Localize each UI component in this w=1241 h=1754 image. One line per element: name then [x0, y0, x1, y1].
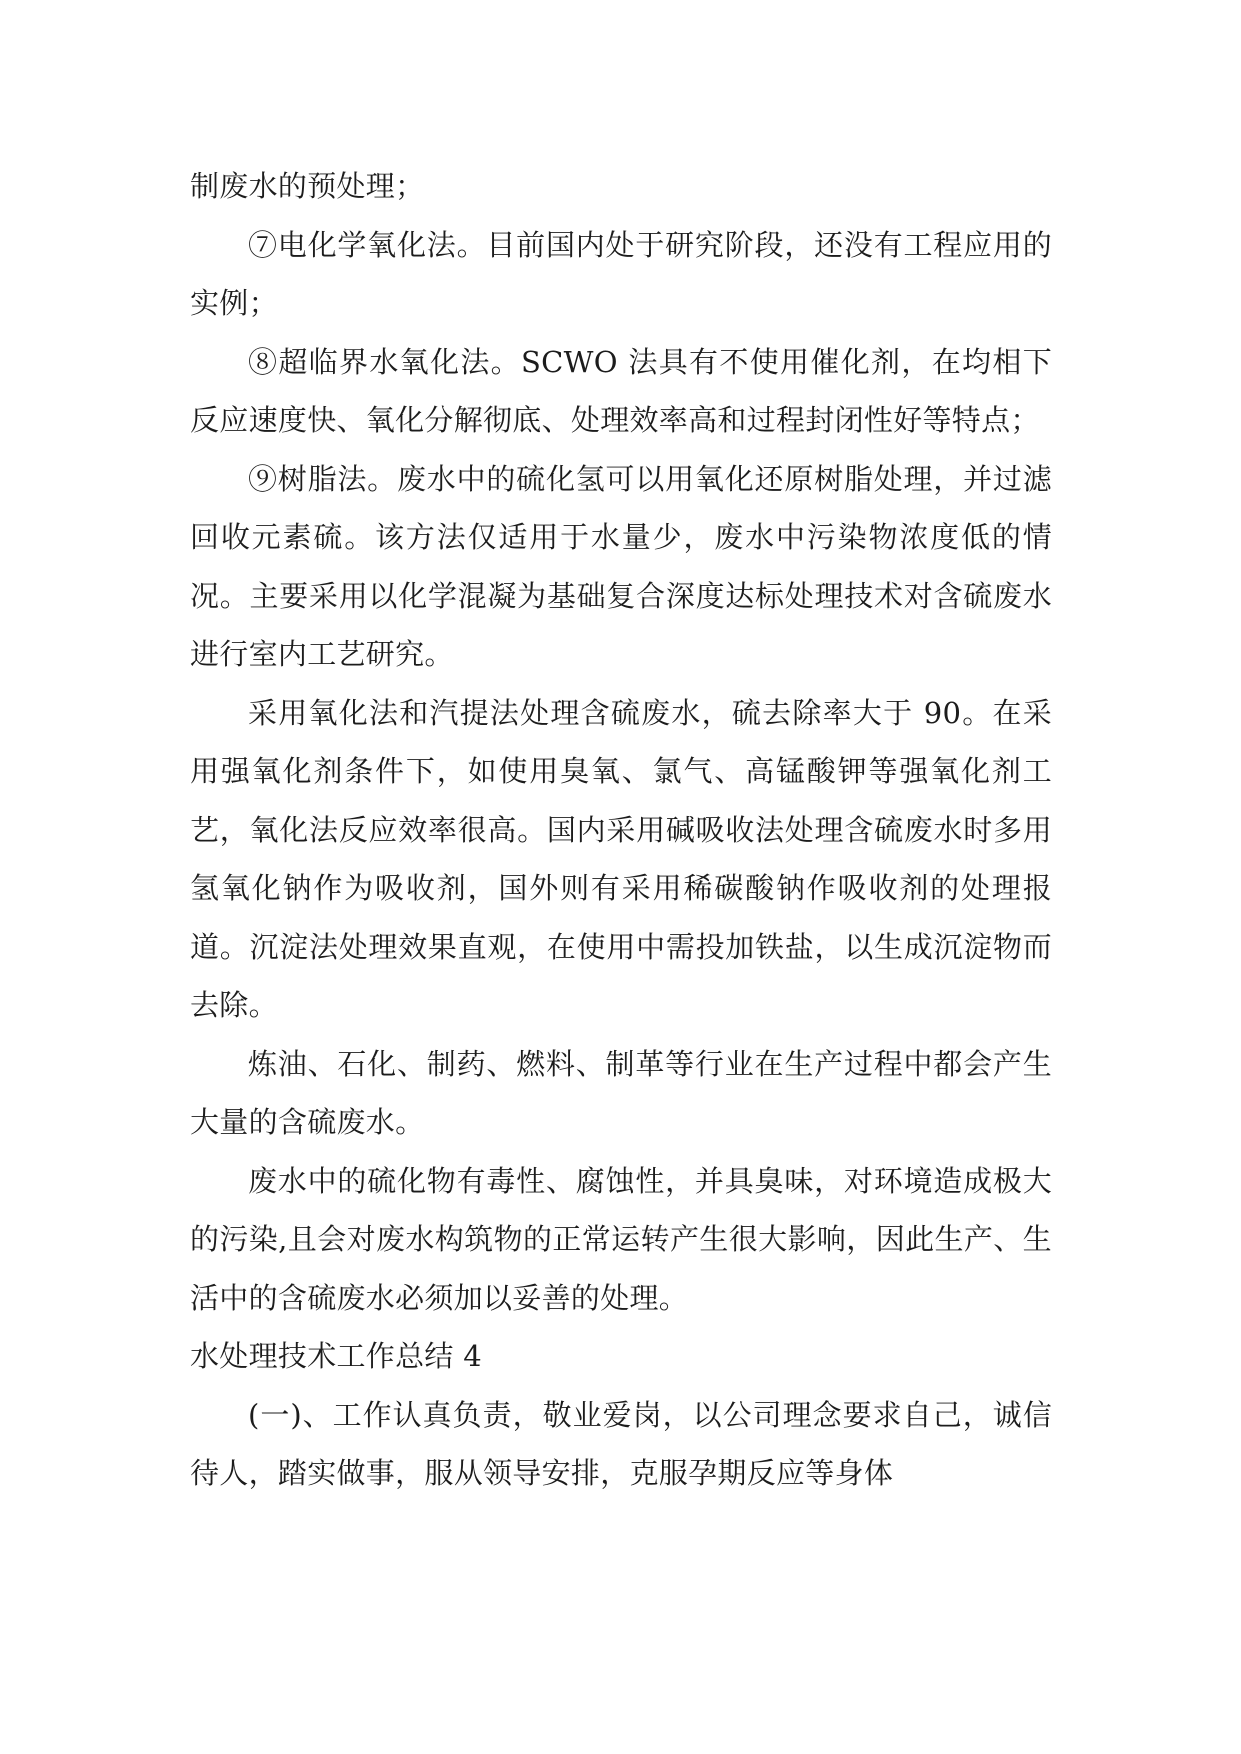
- paragraph-oxidation-stripping: 采用氧化法和汽提法处理含硫废水，硫去除率大于 90。在采用强氧化剂条件下，如使用臭氧、氯气、高锰酸钾等强氧化剂工艺，氧化法反应效率很高。国内采用碱吸收法处理含硫废水时多用氢氧化钠作为吸收剂，国外则有采用稀碳酸钠作吸收剂的处理报道。沉淀法处理效果直观，在使用中需投加铁盐，以生成沉淀物而去除。: [190, 695, 1052, 1022]
- paragraph-supercritical-water-oxidation: ⑧超临界水氧化法。SCWO 法具有不使用催化剂，在均相下反应速度快、氧化分解彻底、处理效率高和过程封闭性好等特点；: [190, 344, 1052, 437]
- paragraph-work-attitude: (一)、工作认真负责，敬业爱岗，以公司理念要求自己，诚信待人，踏实做事，服从领导安排，克服孕期反应等身体: [190, 1397, 1052, 1490]
- paragraph-industries: 炼油、石化、制药、燃料、制革等行业在生产过程中都会产生大量的含硫废水。: [190, 1046, 1052, 1139]
- document-body: [190, 157, 1052, 1503]
- paragraph-sulfide-hazards: 废水中的硫化物有毒性、腐蚀性，并具臭味，对环境造成极大的污染,且会对废水构筑物的正常运转产生很大影响，因此生产、生活中的含硫废水必须加以妥善的处理。: [190, 1163, 1052, 1315]
- paragraph-resin-method: ⑨树脂法。废水中的硫化氢可以用氧化还原树脂处理，并过滤回收元素硫。该方法仅适用于水量少，废水中污染物浓度低的情况。主要采用以化学混凝为基础复合深度达标处理技术对含硫废水进行室内工艺研究。: [190, 461, 1052, 671]
- paragraph-electrochemical-oxidation: ⑦电化学氧化法。目前国内处于研究阶段，还没有工程应用的实例；: [190, 227, 1052, 320]
- section-heading: 水处理技术工作总结 4: [190, 1339, 482, 1373]
- paragraph-continuation: 制废水的预处理；: [190, 169, 425, 203]
